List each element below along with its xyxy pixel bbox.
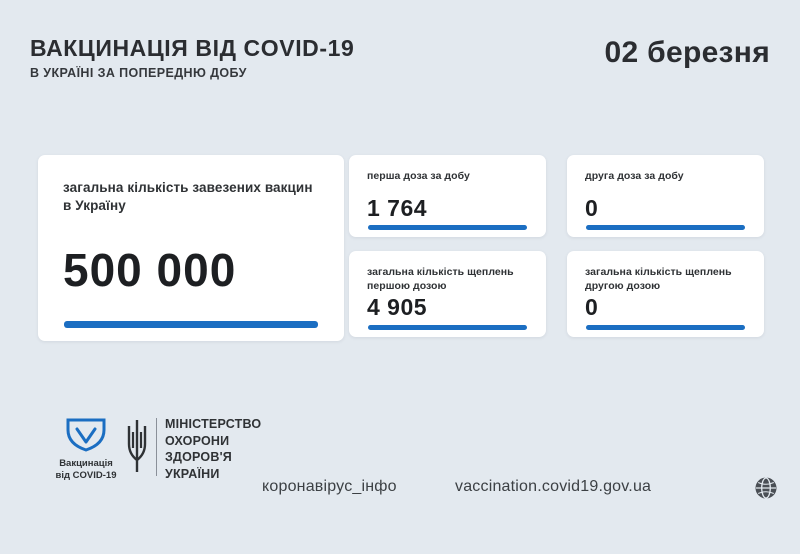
ministry-line-1: МІНІСТЕРСТВО: [165, 417, 262, 431]
card-accent-bar: [368, 325, 527, 330]
vaccination-shield-icon: [64, 418, 108, 452]
vaccination-logo-line2: від COVID-19: [55, 469, 117, 481]
ministry-line-4: УКРАЇНИ: [165, 466, 220, 481]
ministry-name: [165, 416, 261, 482]
vaccination-logo: [44, 418, 128, 482]
card-total-first-dose-value: 4 905: [367, 294, 428, 320]
link-coronavirus-info[interactable]: коронавірус_інфо: [262, 478, 397, 495]
header: [30, 36, 770, 96]
report-date: 02 березня: [604, 36, 770, 69]
globe-icon: [755, 477, 777, 499]
ministry-line-2: ОХОРОНИ: [165, 433, 230, 448]
link-vaccination-site[interactable]: vaccination.covid19.gov.ua: [455, 478, 652, 495]
trident-icon: [126, 418, 148, 474]
card-total-delivered-value: 500 000: [63, 244, 237, 296]
card-accent-bar: [586, 225, 745, 230]
vaccination-logo-line1: Вакцинація: [59, 458, 113, 469]
card-accent-bar: [64, 321, 318, 328]
card-total-second-dose-value: 0: [585, 294, 599, 320]
page-title: ВАКЦИНАЦІЯ ВІД COVID-19: [30, 35, 355, 61]
card-total-first-dose: [349, 251, 546, 337]
page-subtitle: В УКРАЇНІ ЗА ПОПЕРЕДНЮ ДОБУ: [30, 66, 247, 81]
card-accent-bar: [368, 225, 527, 230]
card-second-dose-day-label: друга доза за добу: [585, 170, 684, 182]
card-second-dose-day: [567, 155, 764, 237]
ministry-logo: [126, 416, 261, 482]
card-total-second-dose-label: загальна кількість щеплень другою дозою: [585, 266, 732, 292]
card-second-dose-day-value: 0: [585, 195, 599, 221]
ministry-line-3: ЗДОРОВ'Я: [165, 450, 232, 464]
card-total-delivered: [38, 155, 344, 341]
card-first-dose-day-value: 1 764: [367, 195, 428, 221]
card-total-first-dose-label: загальна кількість щеплень першою дозою: [367, 266, 514, 292]
logo-divider: [156, 418, 157, 476]
card-total-second-dose: [567, 251, 764, 337]
card-accent-bar: [586, 325, 745, 330]
card-first-dose-day: [349, 155, 546, 237]
card-first-dose-day-label: перша доза за добу: [367, 170, 470, 182]
card-total-delivered-label: загальна кількість завезених вакцин в Україну: [63, 180, 313, 213]
footer-links: [0, 478, 800, 502]
